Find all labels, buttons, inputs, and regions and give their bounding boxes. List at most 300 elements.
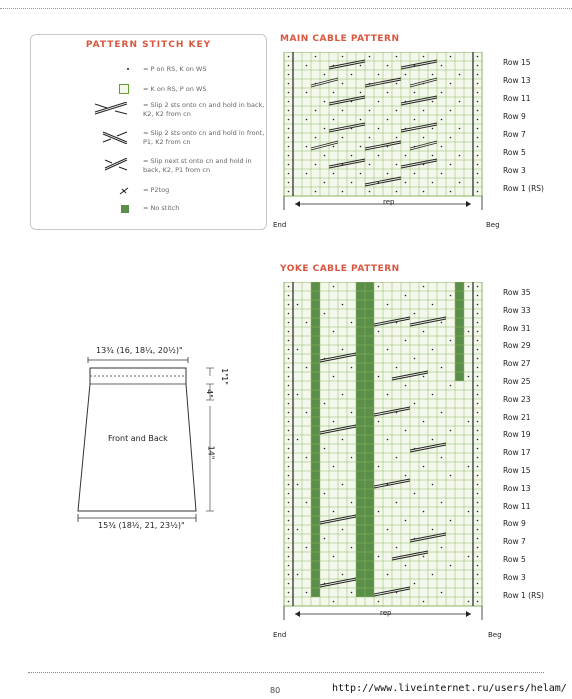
purl-dot <box>459 128 461 130</box>
purl-dot <box>477 475 479 477</box>
purl-dot <box>315 110 317 112</box>
purl-dot <box>288 295 290 297</box>
purl-dot <box>423 376 425 378</box>
purl-dot <box>288 457 290 459</box>
purl-dot <box>333 421 335 423</box>
footer-rule <box>28 672 544 673</box>
purl-dot <box>441 457 443 459</box>
purl-dot <box>306 592 308 594</box>
no-stitch-icon <box>77 201 129 217</box>
purl-dot <box>477 313 479 315</box>
purl-dot <box>432 394 434 396</box>
purl-dot <box>405 385 407 387</box>
purl-dot <box>450 137 452 139</box>
purl-dot <box>378 286 380 288</box>
purl-dot <box>477 403 479 405</box>
purl-dot <box>414 313 416 315</box>
purl-dot <box>306 146 308 148</box>
purl-dot <box>477 574 479 576</box>
purl-dot <box>477 367 479 369</box>
stitch-key-box <box>30 34 267 230</box>
dim-4: 4" <box>204 389 214 398</box>
purl-dot <box>441 119 443 121</box>
purl-dot <box>432 182 434 184</box>
purl-dot <box>288 448 290 450</box>
dim-1: 1" <box>219 368 229 377</box>
purl-dot <box>477 155 479 157</box>
purl-dot <box>288 83 290 85</box>
purl-dot <box>378 331 380 333</box>
purl-dot <box>477 547 479 549</box>
purl-dot <box>288 466 290 468</box>
purl-dot <box>477 592 479 594</box>
purl-dot <box>315 137 317 139</box>
row-label: Row 29 <box>503 341 531 351</box>
purl-dot <box>405 340 407 342</box>
row-label: Row 5 <box>503 555 526 564</box>
purl-dot <box>450 385 452 387</box>
purl-dot <box>432 101 434 103</box>
key-text: = Slip next st onto cn and hold in back, K2, P1 from cn <box>143 157 252 174</box>
purl-dot <box>378 511 380 513</box>
purl-dot <box>468 601 470 603</box>
purl-dot <box>405 475 407 477</box>
purl-dot <box>468 421 470 423</box>
purl-dot <box>477 92 479 94</box>
row-label: Row 17 <box>503 448 531 458</box>
purl-dot <box>423 556 425 558</box>
purl-dot <box>387 574 389 576</box>
square-icon <box>77 81 129 97</box>
purl-dot <box>477 331 479 333</box>
purl-dot <box>423 466 425 468</box>
purl-dot <box>396 457 398 459</box>
purl-dot <box>441 92 443 94</box>
main-cable-chart <box>276 52 498 212</box>
purl-dot <box>360 92 362 94</box>
purl-dot <box>477 295 479 297</box>
purl-dot <box>288 56 290 58</box>
purl-dot <box>342 394 344 396</box>
purl-dot <box>378 601 380 603</box>
row-label: Row 1 (RS) <box>503 590 544 600</box>
row-label: Row 27 <box>503 359 531 369</box>
purl-dot <box>450 340 452 342</box>
purl-dot <box>423 56 425 58</box>
purl-dot <box>288 313 290 315</box>
no-stitch-column <box>311 282 320 597</box>
purl-dot <box>360 65 362 67</box>
purl-dot <box>432 529 434 531</box>
purl-dot <box>477 484 479 486</box>
top-dotted-rule <box>0 0 572 9</box>
yoke-chart-title: YOKE CABLE PATTERN <box>280 264 400 274</box>
purl-dot <box>423 331 425 333</box>
purl-dot <box>288 182 290 184</box>
purl-dot <box>387 65 389 67</box>
purl-dot <box>288 358 290 360</box>
purl-dot <box>450 430 452 432</box>
purl-dot <box>405 565 407 567</box>
purl-dot <box>477 65 479 67</box>
purl-dot <box>441 502 443 504</box>
purl-dot <box>432 128 434 130</box>
purl-dot <box>477 583 479 585</box>
purl-dot <box>351 592 353 594</box>
purl-dot <box>477 493 479 495</box>
purl-dot <box>333 511 335 513</box>
purl-dot <box>288 574 290 576</box>
purl-dot <box>378 128 380 130</box>
purl-dot <box>297 574 299 576</box>
purl-dot <box>477 74 479 76</box>
row-label: Row 19 <box>503 430 531 440</box>
purl-dot <box>432 439 434 441</box>
purl-dot <box>333 466 335 468</box>
purl-dot <box>333 376 335 378</box>
main-chart-title: MAIN CABLE PATTERN <box>280 34 400 44</box>
cable-small-icon <box>77 157 129 173</box>
purl-dot <box>297 349 299 351</box>
purl-dot <box>441 412 443 414</box>
purl-dot <box>333 92 335 94</box>
row-label: Row 15 <box>503 466 531 475</box>
purl-dot <box>387 119 389 121</box>
purl-dot <box>387 529 389 531</box>
purl-dot <box>333 173 335 175</box>
purl-dot <box>333 286 335 288</box>
dim-14: 14" <box>206 445 216 460</box>
row-label: Row 1 (RS) <box>503 184 544 193</box>
purl-dot <box>387 439 389 441</box>
purl-dot <box>477 191 479 193</box>
stitch-key-title: PATTERN STITCH KEY <box>85 40 212 50</box>
schematic-label: Front and Back <box>108 434 168 443</box>
purl-dot <box>306 65 308 67</box>
purl-dot <box>297 484 299 486</box>
key-text: = Slip 2 sts onto cn and hold in front, P1, K2 from cn <box>143 129 265 146</box>
purl-dot <box>432 74 434 76</box>
purl-dot <box>477 412 479 414</box>
purl-dot <box>477 511 479 513</box>
page-number: 80 <box>270 686 281 695</box>
purl-dot <box>378 101 380 103</box>
row-label: Row 35 <box>503 288 531 297</box>
purl-dot <box>477 137 479 139</box>
purl-dot <box>405 155 407 157</box>
purl-dot <box>306 547 308 549</box>
purl-dot <box>288 128 290 130</box>
purl-dot <box>378 155 380 157</box>
purl-dot <box>396 110 398 112</box>
purl-dot <box>477 448 479 450</box>
purl-dot <box>288 394 290 396</box>
purl-dot <box>477 394 479 396</box>
purl-dot <box>414 493 416 495</box>
main-beg-label: Beg <box>486 221 500 229</box>
purl-dot <box>342 56 344 58</box>
purl-dot <box>477 538 479 540</box>
row-label: Row 7 <box>503 537 526 547</box>
purl-dot <box>324 538 326 540</box>
purl-dot <box>288 430 290 432</box>
purl-dot <box>306 173 308 175</box>
purl-dot <box>450 110 452 112</box>
purl-dot <box>315 164 317 166</box>
key-text: = P2tog <box>143 186 170 194</box>
yoke-rep-label: rep <box>380 609 392 617</box>
purl-dot <box>387 394 389 396</box>
purl-dot <box>288 511 290 513</box>
purl-dot <box>288 92 290 94</box>
cable-left-icon <box>77 129 129 145</box>
purl-dot <box>477 83 479 85</box>
purl-dot <box>396 502 398 504</box>
purl-dot <box>288 385 290 387</box>
purl-dot <box>324 313 326 315</box>
purl-dot <box>288 421 290 423</box>
purl-dot <box>342 574 344 576</box>
key-text: = Slip 2 sts onto cn and hold in back, K2, K2 from cn <box>143 101 265 118</box>
purl-dot <box>306 92 308 94</box>
main-end-label: End <box>273 221 287 229</box>
purl-dot <box>477 556 479 558</box>
key-row-no-stitch <box>31 201 268 229</box>
purl-dot <box>288 547 290 549</box>
schematic-top-width: 13¾ (16, 18¼, 20½)" <box>96 346 183 355</box>
purl-dot <box>468 511 470 513</box>
purl-dot <box>288 164 290 166</box>
purl-dot <box>351 155 353 157</box>
row-label: Row 13 <box>503 76 531 85</box>
row-label: Row 13 <box>503 483 531 493</box>
key-text: = P on RS, K on WS <box>143 65 207 73</box>
purl-dot <box>477 56 479 58</box>
purl-dot <box>396 191 398 193</box>
purl-dot <box>288 304 290 306</box>
purl-dot <box>351 457 353 459</box>
purl-dot <box>405 430 407 432</box>
purl-dot <box>369 56 371 58</box>
p2tog-icon <box>77 183 129 199</box>
purl-dot <box>288 155 290 157</box>
purl-dot <box>477 421 479 423</box>
purl-dot <box>297 439 299 441</box>
dot-icon <box>77 61 129 77</box>
purl-dot <box>468 331 470 333</box>
purl-dot <box>333 119 335 121</box>
purl-dot <box>432 349 434 351</box>
purl-dot <box>477 146 479 148</box>
purl-dot <box>441 65 443 67</box>
purl-dot <box>288 592 290 594</box>
purl-dot <box>369 164 371 166</box>
purl-dot <box>288 502 290 504</box>
purl-dot <box>324 155 326 157</box>
purl-dot <box>423 286 425 288</box>
purl-dot <box>342 110 344 112</box>
purl-dot <box>468 376 470 378</box>
purl-dot <box>477 529 479 531</box>
purl-dot <box>450 164 452 166</box>
purl-dot <box>477 439 479 441</box>
purl-dot <box>288 556 290 558</box>
purl-dot <box>351 547 353 549</box>
purl-dot <box>288 601 290 603</box>
purl-dot <box>468 286 470 288</box>
purl-dot <box>414 583 416 585</box>
purl-dot <box>414 173 416 175</box>
purl-dot <box>288 484 290 486</box>
purl-dot <box>414 119 416 121</box>
purl-dot <box>369 137 371 139</box>
purl-dot <box>342 83 344 85</box>
purl-dot <box>351 182 353 184</box>
purl-dot <box>405 182 407 184</box>
purl-dot <box>477 322 479 324</box>
purl-dot <box>423 110 425 112</box>
purl-dot <box>468 556 470 558</box>
purl-dot <box>288 376 290 378</box>
purl-dot <box>450 83 452 85</box>
purl-dot <box>477 173 479 175</box>
purl-dot <box>342 304 344 306</box>
purl-dot <box>288 146 290 148</box>
purl-dot <box>450 520 452 522</box>
purl-dot <box>396 164 398 166</box>
purl-dot <box>288 119 290 121</box>
purl-dot <box>396 547 398 549</box>
purl-dot <box>324 182 326 184</box>
purl-dot <box>342 484 344 486</box>
purl-dot <box>459 101 461 103</box>
purl-dot <box>387 173 389 175</box>
purl-dot <box>414 403 416 405</box>
row-label: Row 7 <box>503 130 526 139</box>
key-text: = K on RS, P on WS <box>143 85 207 93</box>
purl-dot <box>450 565 452 567</box>
purl-dot <box>450 56 452 58</box>
purl-dot <box>387 304 389 306</box>
purl-dot <box>288 340 290 342</box>
purl-dot <box>288 520 290 522</box>
purl-dot <box>477 601 479 603</box>
purl-dot <box>306 412 308 414</box>
purl-dot <box>477 119 479 121</box>
purl-dot <box>288 367 290 369</box>
purl-dot <box>369 191 371 193</box>
schematic-bottom-width: 15¾ (18½, 21, 23½)" <box>98 521 185 530</box>
purl-dot <box>324 128 326 130</box>
purl-dot <box>288 286 290 288</box>
row-label: Row 21 <box>503 412 531 422</box>
purl-dot <box>288 493 290 495</box>
purl-dot <box>423 601 425 603</box>
purl-dot <box>423 511 425 513</box>
chart-grid <box>284 52 482 210</box>
purl-dot <box>441 146 443 148</box>
purl-dot <box>378 421 380 423</box>
purl-dot <box>477 430 479 432</box>
row-label: Row 15 <box>503 58 531 67</box>
purl-dot <box>324 101 326 103</box>
purl-dot <box>441 367 443 369</box>
yoke-end-label: End <box>273 631 287 639</box>
purl-dot <box>396 137 398 139</box>
row-label: Row 9 <box>503 112 526 121</box>
purl-dot <box>288 529 290 531</box>
purl-dot <box>477 101 479 103</box>
purl-dot <box>441 322 443 324</box>
purl-dot <box>288 331 290 333</box>
purl-dot <box>288 322 290 324</box>
key-row-cable-right <box>31 101 268 129</box>
key-text: = No stitch <box>143 204 180 212</box>
purl-dot <box>351 367 353 369</box>
purl-dot <box>441 592 443 594</box>
key-row-cable-left <box>31 129 268 157</box>
row-label: Row 9 <box>503 519 526 529</box>
purl-dot <box>423 421 425 423</box>
purl-dot <box>477 466 479 468</box>
purl-dot <box>432 574 434 576</box>
purl-dot <box>423 137 425 139</box>
purl-dot <box>477 164 479 166</box>
source-url: http://www.liveinternet.ru/users/helam/ <box>332 683 567 694</box>
purl-dot <box>387 349 389 351</box>
purl-dot <box>342 529 344 531</box>
purl-dot <box>378 556 380 558</box>
purl-dot <box>378 376 380 378</box>
purl-dot <box>477 385 479 387</box>
purl-dot <box>315 56 317 58</box>
purl-dot <box>288 583 290 585</box>
purl-dot <box>477 502 479 504</box>
purl-dot <box>405 520 407 522</box>
purl-dot <box>414 358 416 360</box>
purl-dot <box>288 191 290 193</box>
purl-dot <box>297 394 299 396</box>
main-rep-label: rep <box>383 198 395 206</box>
purl-dot <box>342 191 344 193</box>
purl-dot <box>306 367 308 369</box>
purl-dot <box>378 74 380 76</box>
purl-dot <box>333 331 335 333</box>
purl-dot <box>333 146 335 148</box>
purl-dot <box>477 520 479 522</box>
yoke-beg-label: Beg <box>488 631 502 639</box>
purl-dot <box>477 340 479 342</box>
purl-dot <box>450 191 452 193</box>
purl-dot <box>360 146 362 148</box>
purl-dot <box>396 83 398 85</box>
purl-dot <box>288 412 290 414</box>
purl-dot <box>288 565 290 567</box>
purl-dot <box>306 502 308 504</box>
purl-dot <box>477 110 479 112</box>
row-label: Row 3 <box>503 572 526 582</box>
purl-dot <box>387 92 389 94</box>
purl-dot <box>306 457 308 459</box>
purl-dot <box>324 493 326 495</box>
purl-dot <box>441 173 443 175</box>
purl-dot <box>288 110 290 112</box>
purl-dot <box>477 128 479 130</box>
purl-dot <box>450 295 452 297</box>
purl-dot <box>324 403 326 405</box>
purl-dot <box>477 376 479 378</box>
purl-dot <box>369 110 371 112</box>
